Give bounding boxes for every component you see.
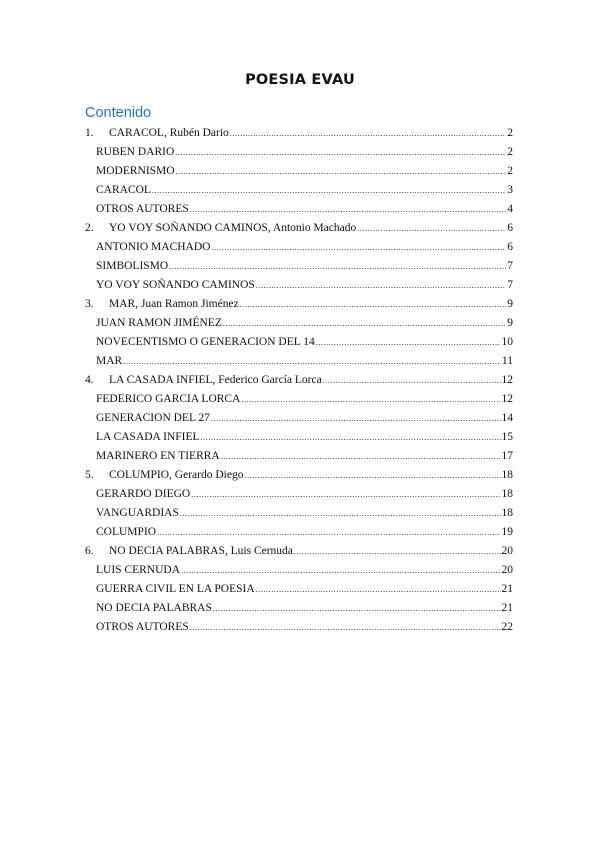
toc-entry-label: GENERACION DEL 27	[96, 412, 210, 424]
toc-entry-subsection[interactable]	[85, 409, 513, 428]
toc-entry-page-number: 10	[501, 336, 513, 348]
toc-dot-leader	[240, 295, 507, 314]
toc-entry-subsection[interactable]	[85, 143, 513, 162]
toc-entry-label: RUBEN DARIO	[96, 146, 175, 158]
toc-entry-label: CARACOL	[96, 184, 151, 196]
toc-dot-leader	[201, 428, 501, 447]
toc-entry-subsection[interactable]	[85, 257, 513, 276]
toc-entry-page-number: 12	[501, 393, 513, 405]
toc-entry-subsection[interactable]	[85, 504, 513, 523]
toc-entry-label: SIMBOLISMO	[96, 260, 169, 272]
toc-entry-page-number: 21	[501, 583, 513, 595]
toc-entry-subsection[interactable]	[85, 599, 513, 618]
toc-entry-label: MARINERO EN TIERRA	[96, 450, 220, 462]
toc-entry-subsection[interactable]	[85, 428, 513, 447]
toc-entry-page-number: 2	[507, 146, 513, 158]
toc-entry-page-number: 6	[507, 241, 513, 253]
toc-entry-page-number: 14	[501, 412, 513, 424]
toc-entry-subsection[interactable]	[85, 561, 513, 580]
toc-entry-label: OTROS AUTORES	[96, 621, 189, 633]
toc-entry-label: OTROS AUTORES	[96, 203, 189, 215]
toc-entry-subsection[interactable]	[85, 447, 513, 466]
toc-entry-subsection[interactable]	[85, 162, 513, 181]
toc-entry-label: FEDERICO GARCIA LORCA	[96, 393, 241, 405]
toc-entry-section[interactable]	[85, 124, 513, 143]
toc-entry-page-number: 17	[501, 450, 513, 462]
toc-entry-label: COLUMPIO	[96, 526, 157, 538]
toc-entry-page-number: 18	[501, 469, 513, 481]
toc-dot-leader	[241, 390, 500, 409]
toc-entry-label: LA CASADA INFIEL, Federico García Lorca	[109, 374, 322, 386]
toc-entry-section[interactable]	[85, 371, 513, 390]
toc-dot-leader	[190, 200, 506, 219]
toc-entry-page-number: 22	[501, 621, 513, 633]
toc-entry-label: GUERRA CIVIL EN LA POESIA	[96, 583, 255, 595]
toc-entry-subsection[interactable]	[85, 276, 513, 295]
toc-entry-section[interactable]	[85, 466, 513, 485]
toc-entry-label: GERARDO DIEGO	[96, 488, 191, 500]
toc-entry-label: ANTONIO MACHADO	[96, 241, 211, 253]
toc-dot-leader	[175, 143, 506, 162]
toc-dot-leader	[256, 276, 506, 295]
toc-dot-leader	[230, 124, 506, 143]
toc-entry-page-number: 18	[501, 507, 513, 519]
toc-entry-label: JUAN RAMON JIMÉNEZ	[96, 317, 222, 329]
toc-dot-leader	[221, 447, 501, 466]
toc-entry-page-number: 20	[501, 564, 513, 576]
toc-dot-leader	[152, 181, 506, 200]
toc-heading: Contenido	[85, 105, 152, 121]
toc-entry-subsection[interactable]	[85, 352, 513, 371]
toc-entry-page-number: 11	[501, 355, 513, 367]
toc-dot-leader	[211, 409, 501, 428]
toc-entry-number: 6.	[85, 545, 94, 557]
toc-dot-leader	[123, 352, 501, 371]
toc-entry-subsection[interactable]	[85, 523, 513, 542]
toc-dot-leader	[211, 238, 506, 257]
toc-dot-leader	[157, 523, 500, 542]
toc-dot-leader	[180, 504, 501, 523]
toc-entry-label: MAR, Juan Ramon Jiménez	[109, 298, 239, 310]
toc-dot-leader	[357, 219, 506, 238]
toc-entry-subsection[interactable]	[85, 618, 513, 637]
toc-entry-label: NO DECIA PALABRAS, Luis Cernuda	[109, 545, 293, 557]
toc-entry-subsection[interactable]	[85, 238, 513, 257]
toc-entry-number: 3.	[85, 298, 94, 310]
toc-entry-section[interactable]	[85, 219, 513, 238]
toc-entry-label: MAR	[96, 355, 123, 367]
toc-entry-page-number: 12	[501, 374, 513, 386]
toc-dot-leader	[244, 466, 500, 485]
toc-entry-page-number: 19	[501, 526, 513, 538]
toc-entry-label: YO VOY SOÑANDO CAMINOS, Antonio Machado	[109, 222, 357, 234]
toc-dot-leader	[316, 333, 501, 352]
toc-entry-label: LA CASADA INFIEL	[96, 431, 200, 443]
toc-entry-label: COLUMPIO, Gerardo Diego	[109, 469, 244, 481]
toc-entry-number: 1.	[85, 127, 94, 139]
toc-entry-page-number: 2	[507, 165, 513, 177]
toc-dot-leader	[176, 162, 507, 181]
toc-dot-leader	[223, 314, 506, 333]
toc-entry-label: NO DECIA PALABRAS	[96, 602, 212, 614]
toc-dot-leader	[191, 485, 500, 504]
toc-entry-label: NOVECENTISMO O GENERACION DEL 14	[96, 336, 315, 348]
toc-entry-page-number: 15	[501, 431, 513, 443]
toc-entry-page-number: 20	[501, 545, 513, 557]
toc-entry-label: MODERNISMO	[96, 165, 175, 177]
toc-entry-subsection[interactable]	[85, 333, 513, 352]
toc-entry-label: CARACOL, Rubén Dario	[109, 127, 229, 139]
toc-entry-subsection[interactable]	[85, 485, 513, 504]
toc-entry-label: LUIS CERNUDA	[96, 564, 181, 576]
toc-entry-label: YO VOY SOÑANDO CAMINOS	[96, 279, 255, 291]
toc-dot-leader	[294, 542, 501, 561]
toc-entry-subsection[interactable]	[85, 314, 513, 333]
toc-entry-page-number: 7	[507, 279, 513, 291]
toc-entry-page-number: 9	[507, 298, 513, 310]
toc-entry-subsection[interactable]	[85, 580, 513, 599]
toc-entry-number: 4.	[85, 374, 94, 386]
toc-entry-label: VANGUARDIAS	[96, 507, 179, 519]
toc-entry-page-number: 4	[507, 203, 513, 215]
toc-entry-subsection[interactable]	[85, 390, 513, 409]
toc-dot-leader	[256, 580, 501, 599]
toc-entry-subsection[interactable]	[85, 200, 513, 219]
toc-dot-leader	[323, 371, 501, 390]
toc-dot-leader	[181, 561, 500, 580]
toc-entry-section[interactable]	[85, 542, 513, 561]
toc-entry-page-number: 7	[507, 260, 513, 272]
toc-entry-page-number: 21	[501, 602, 513, 614]
toc-entry-page-number: 6	[507, 222, 513, 234]
toc-entry-subsection[interactable]	[85, 181, 513, 200]
toc-entry-page-number: 9	[507, 317, 513, 329]
toc-entry-number: 5.	[85, 469, 94, 481]
toc-entry-page-number: 18	[501, 488, 513, 500]
toc-entry-number: 2.	[85, 222, 94, 234]
table-of-contents	[85, 124, 513, 637]
toc-dot-leader	[169, 257, 506, 276]
toc-dot-leader	[190, 618, 501, 637]
toc-entry-page-number: 3	[507, 184, 513, 196]
toc-dot-leader	[213, 599, 501, 618]
document-title: POESIA EVAU	[245, 72, 355, 88]
toc-entry-section[interactable]	[85, 295, 513, 314]
toc-entry-page-number: 2	[507, 127, 513, 139]
